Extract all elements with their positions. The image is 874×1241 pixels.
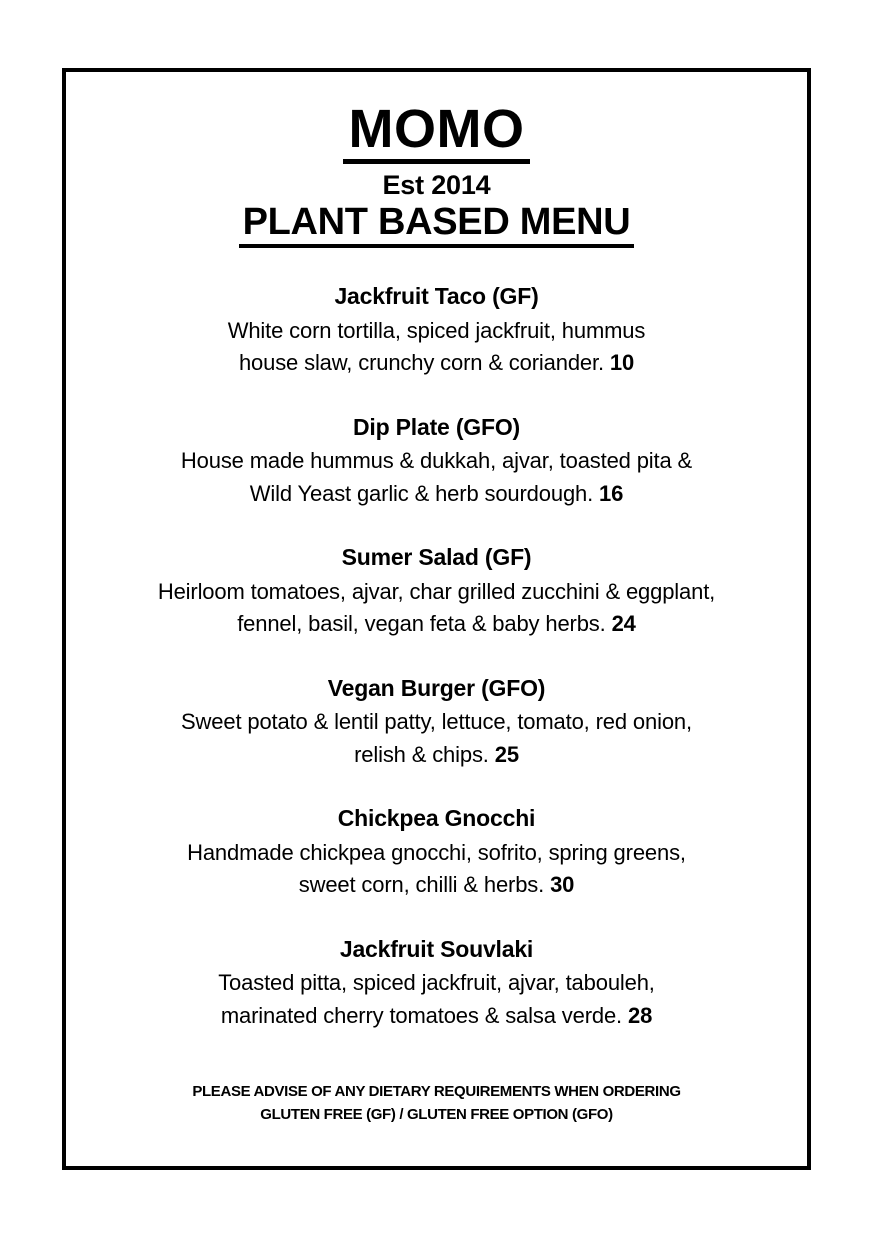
restaurant-name-text: MOMO [343, 102, 531, 164]
page-title [92, 202, 781, 248]
menu-item-description-text: house slaw, crunchy corn & coriander. [238, 350, 604, 376]
menu-item-description [92, 706, 781, 771]
menu-border-frame [62, 68, 811, 1170]
menu-item-description [92, 967, 781, 1032]
menu-item-name: Vegan Burger (GFO) [327, 674, 546, 701]
menu-content [66, 72, 807, 1126]
menu-item-description [92, 445, 781, 510]
menu-item [92, 282, 781, 380]
menu-item-description-line [92, 347, 781, 380]
menu-item-price: 24 [611, 611, 636, 637]
menu-item-description [92, 315, 781, 380]
menu-item-name: Sumer Salad (GF) [341, 544, 532, 571]
page-title-text: PLANT BASED MENU [239, 202, 635, 248]
menu-item-price: 10 [609, 350, 635, 376]
menu-item [92, 935, 781, 1033]
menu-item-name: Dip Plate (GFO) [353, 413, 520, 440]
menu-item-price: 16 [599, 480, 624, 506]
dietary-notice [92, 1080, 781, 1127]
menu-item-price: 30 [550, 872, 575, 898]
menu-item-name: Jackfruit Taco (GF) [334, 283, 539, 310]
menu-item-price: 25 [494, 741, 519, 767]
menu-item-description-text: fennel, basil, vegan feta & baby herbs. [237, 611, 606, 637]
menu-item-description-text: relish & chips. [354, 741, 489, 767]
menu-item-list [92, 282, 781, 1032]
menu-item-price: 28 [627, 1002, 653, 1028]
menu-item-description [92, 837, 781, 902]
menu-item-description-text: marinated cherry tomatoes & salsa verde. [220, 1002, 623, 1028]
dietary-notice-line: PLEASE ADVISE OF ANY DIETARY REQUIREMENTS WHEN ORDERING [192, 1082, 681, 1100]
menu-item-description-line: Heirloom tomatoes, ajvar, char grilled zucchini & eggplant, [157, 578, 716, 604]
menu-item-description-line [92, 869, 781, 902]
menu-item-description-line: Sweet potato & lentil patty, lettuce, tomato, red onion, [181, 709, 692, 735]
menu-item-description-text: sweet corn, chilli & herbs. [298, 872, 545, 898]
menu-item [92, 674, 781, 772]
menu-item-description-line [92, 478, 781, 511]
restaurant-name [92, 99, 781, 164]
menu-item-description [92, 576, 781, 641]
menu-item-description-line [92, 1000, 781, 1033]
menu-item [92, 543, 781, 641]
menu-item-name: Jackfruit Souvlaki [339, 936, 534, 962]
menu-item-description-text: Wild Yeast garlic & herb sourdough. [249, 480, 594, 506]
menu-item-description-line [92, 739, 781, 772]
established-year: Est 2014 [382, 170, 491, 201]
menu-item-description-line: White corn tortilla, spiced jackfruit, hummus [227, 317, 646, 343]
menu-item-description-line: Toasted pitta, spiced jackfruit, ajvar, tabouleh, [218, 970, 655, 996]
dietary-notice-line: GLUTEN FREE (GF) / GLUTEN FREE OPTION (GFO) [260, 1105, 613, 1123]
menu-item-description-line: Handmade chickpea gnocchi, sofrito, spring greens, [187, 839, 686, 865]
menu-item [92, 804, 781, 902]
menu-item [92, 413, 781, 511]
menu-item-description-line [92, 608, 781, 641]
menu-item-description-line: House made hummus & dukkah, ajvar, toasted pita & [180, 448, 693, 474]
menu-item-name: Chickpea Gnocchi [337, 805, 536, 832]
